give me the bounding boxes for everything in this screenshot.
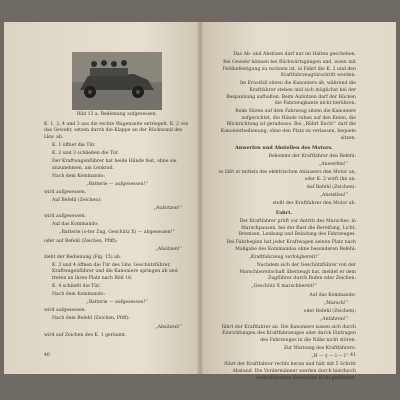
paragraph: wird aufgesessen.	[44, 308, 86, 314]
paragraph: Auf Befehl (Zeichen):	[52, 198, 102, 204]
command: „Absitzen!“	[155, 324, 182, 330]
photo-caption: Bild 13 a. Bedienung aufgesessen.	[76, 112, 158, 117]
paragraph: Der Kraftwagenführer hat beide Hände fest, ohne sie anzunehmen, am Lenkrad.	[52, 159, 177, 171]
section-heading: Fahrt.	[275, 210, 293, 217]
paragraph: Beim Sitzen auf dem Fahrzeug sitzen die Kanoniere aufgerichtet, die Hände ruhen auf den Knien, die Blickrichtung ist geradeaus. Bei „Rührt Euch!“ darf die Kanonierbedienung, ohne den Platz zu verlassen, bequem sitzen.	[220, 109, 356, 141]
paragraph: fährt der Kraftfahrer an. Die Kanoniere lassen sich durch Einrichtungen des Kraftfahrzeuges oder durch Eintragen des Fahrzeuges in die Nähe nicht stören.	[222, 324, 356, 344]
paragraph: stellt der Kraftfahrer den Motor ab.	[272, 200, 356, 206]
paragraph: Nachdem sich der Geschützführer von der Marschbereitschaft überzeugt hat, meldet er dem Zugführer durch Rufen oder Zeichen:	[239, 263, 356, 282]
paragraph: K. 1, 2, 4 und 3 aus die rechte Wagenseite entriegelt. K. 2 ves das Gewehr, setzen durch die Klappe an der Rückwand des Lkw. ab.	[44, 121, 189, 140]
paragraph: wird aufgesessen.	[44, 214, 86, 220]
paragraph: wird aufgesessen.	[44, 189, 86, 195]
paragraph: K. 3 und 4 öffnen die Tür des Lkw. Geschützführer, Kraftwagenführer und die Kanoniere springen ab und treten an ihren Platz nach Bild 18.	[52, 262, 178, 281]
paragraph: Bei Gewehr können bei Rückwärtsgängen und, wenn mit Feldbefestigung zu rechnen ist, in Fahrt die K. 2 und den Kraftfahrzeugtürschritt werden.	[222, 60, 356, 79]
paragraph: Nach dem Kommando:	[52, 173, 105, 179]
paragraph: K. 4 schließt die Tür.	[52, 284, 101, 290]
paragraph: Das Ab- und Absitzen darf nur im Halten geschehen.	[233, 52, 356, 57]
command: „Aufsitzen!“	[153, 206, 182, 212]
command: „Batterie — aufgesessen!“	[86, 300, 148, 306]
paragraph: Bekommt der Kraftfahrer den Befehl:	[268, 153, 356, 159]
right-page	[200, 22, 396, 381]
paragraph: oder Befehl (Zeichen):	[303, 308, 356, 314]
paragraph: Der Kraftfahrer prüft vor Antritt des Marsches, in Marschpausen, bei der Rast die Bereifung, Licht, Bremsen, Lenkung und Beladung des Fahrzeuges.	[238, 219, 356, 238]
section-heading: Anwerfen und Abstellen des Motors.	[235, 145, 333, 152]
command: „Batterie (o-ter Zug, Geschütz X) — abgesessen!“	[59, 230, 175, 236]
vehicle-photo	[72, 52, 162, 110]
paragraph: wird auf Zeichen des K. 1 geräumt.	[44, 332, 127, 338]
command: „Kraftfahrzeug verfolgbereit!“	[248, 255, 320, 261]
paragraph: Nach dem Kommando:	[52, 292, 105, 298]
paragraph: Nach dem Befehl (Zeichen, Pfiff):	[52, 316, 130, 322]
command: „Anfahren!“	[319, 316, 348, 322]
paragraph: führt der Kraftfahrer rechts heran und hält mit 5 Schritt Abstand. Die Vordermänner werden durch hierdurch weiterfahrende Geschütze nicht gefährdet.	[224, 362, 356, 381]
book-spine	[196, 22, 204, 374]
paragraph: zieht der Bedienung (Fig. 15) ab.	[44, 254, 122, 260]
command: „H — y — l — l“	[311, 354, 348, 360]
command: „Marsch!“	[323, 300, 348, 306]
paragraph: Auf Befehl (Zeichen):	[306, 184, 356, 190]
paragraph: Auf das Kommando:	[309, 292, 356, 298]
page-number: 40	[44, 353, 50, 359]
open-book	[4, 22, 396, 381]
command: „Abstellen!“	[319, 192, 348, 198]
page-number: 41	[350, 353, 356, 359]
paragraph: oder auf Befehl (Zeichen, Pfiff):	[44, 238, 118, 244]
command: „Anwerfen!“	[318, 161, 348, 167]
paragraph: K. 1 öffnet die Tür.	[52, 142, 96, 148]
paragraph: Auf das Kommando:	[52, 222, 99, 228]
paragraph: K. 2 und 3 schließen die Tür.	[52, 150, 119, 156]
command: „Geschütz X marschbereit!“	[251, 284, 317, 290]
paragraph: Zur Warnung des Kraftfahrers:	[283, 346, 356, 352]
paragraph: Bei Fahrbeginn hat jeder Kraftwagen seinen Platz nach Maßgabe des Kommandos ohne besonderen Befehl:	[226, 240, 356, 252]
command: „Absitzen!“	[155, 246, 182, 252]
paragraph: Im Ernstfall sitzen die Kanoniere ab, während die Kraftfahrer stehen und sich möglichst bei der Bespannung aufhalten. Beim Aufsitzen darf der Rücken die Fahrzeugkante nicht berühren.	[226, 81, 356, 107]
paragraph: so läßt er mittels des elektrischen Anlassers den Motor an, oder K. 2 wirft ihn an.	[218, 170, 356, 182]
command: „Batterie — aufgesessen!“	[86, 181, 148, 187]
left-page	[4, 22, 200, 374]
